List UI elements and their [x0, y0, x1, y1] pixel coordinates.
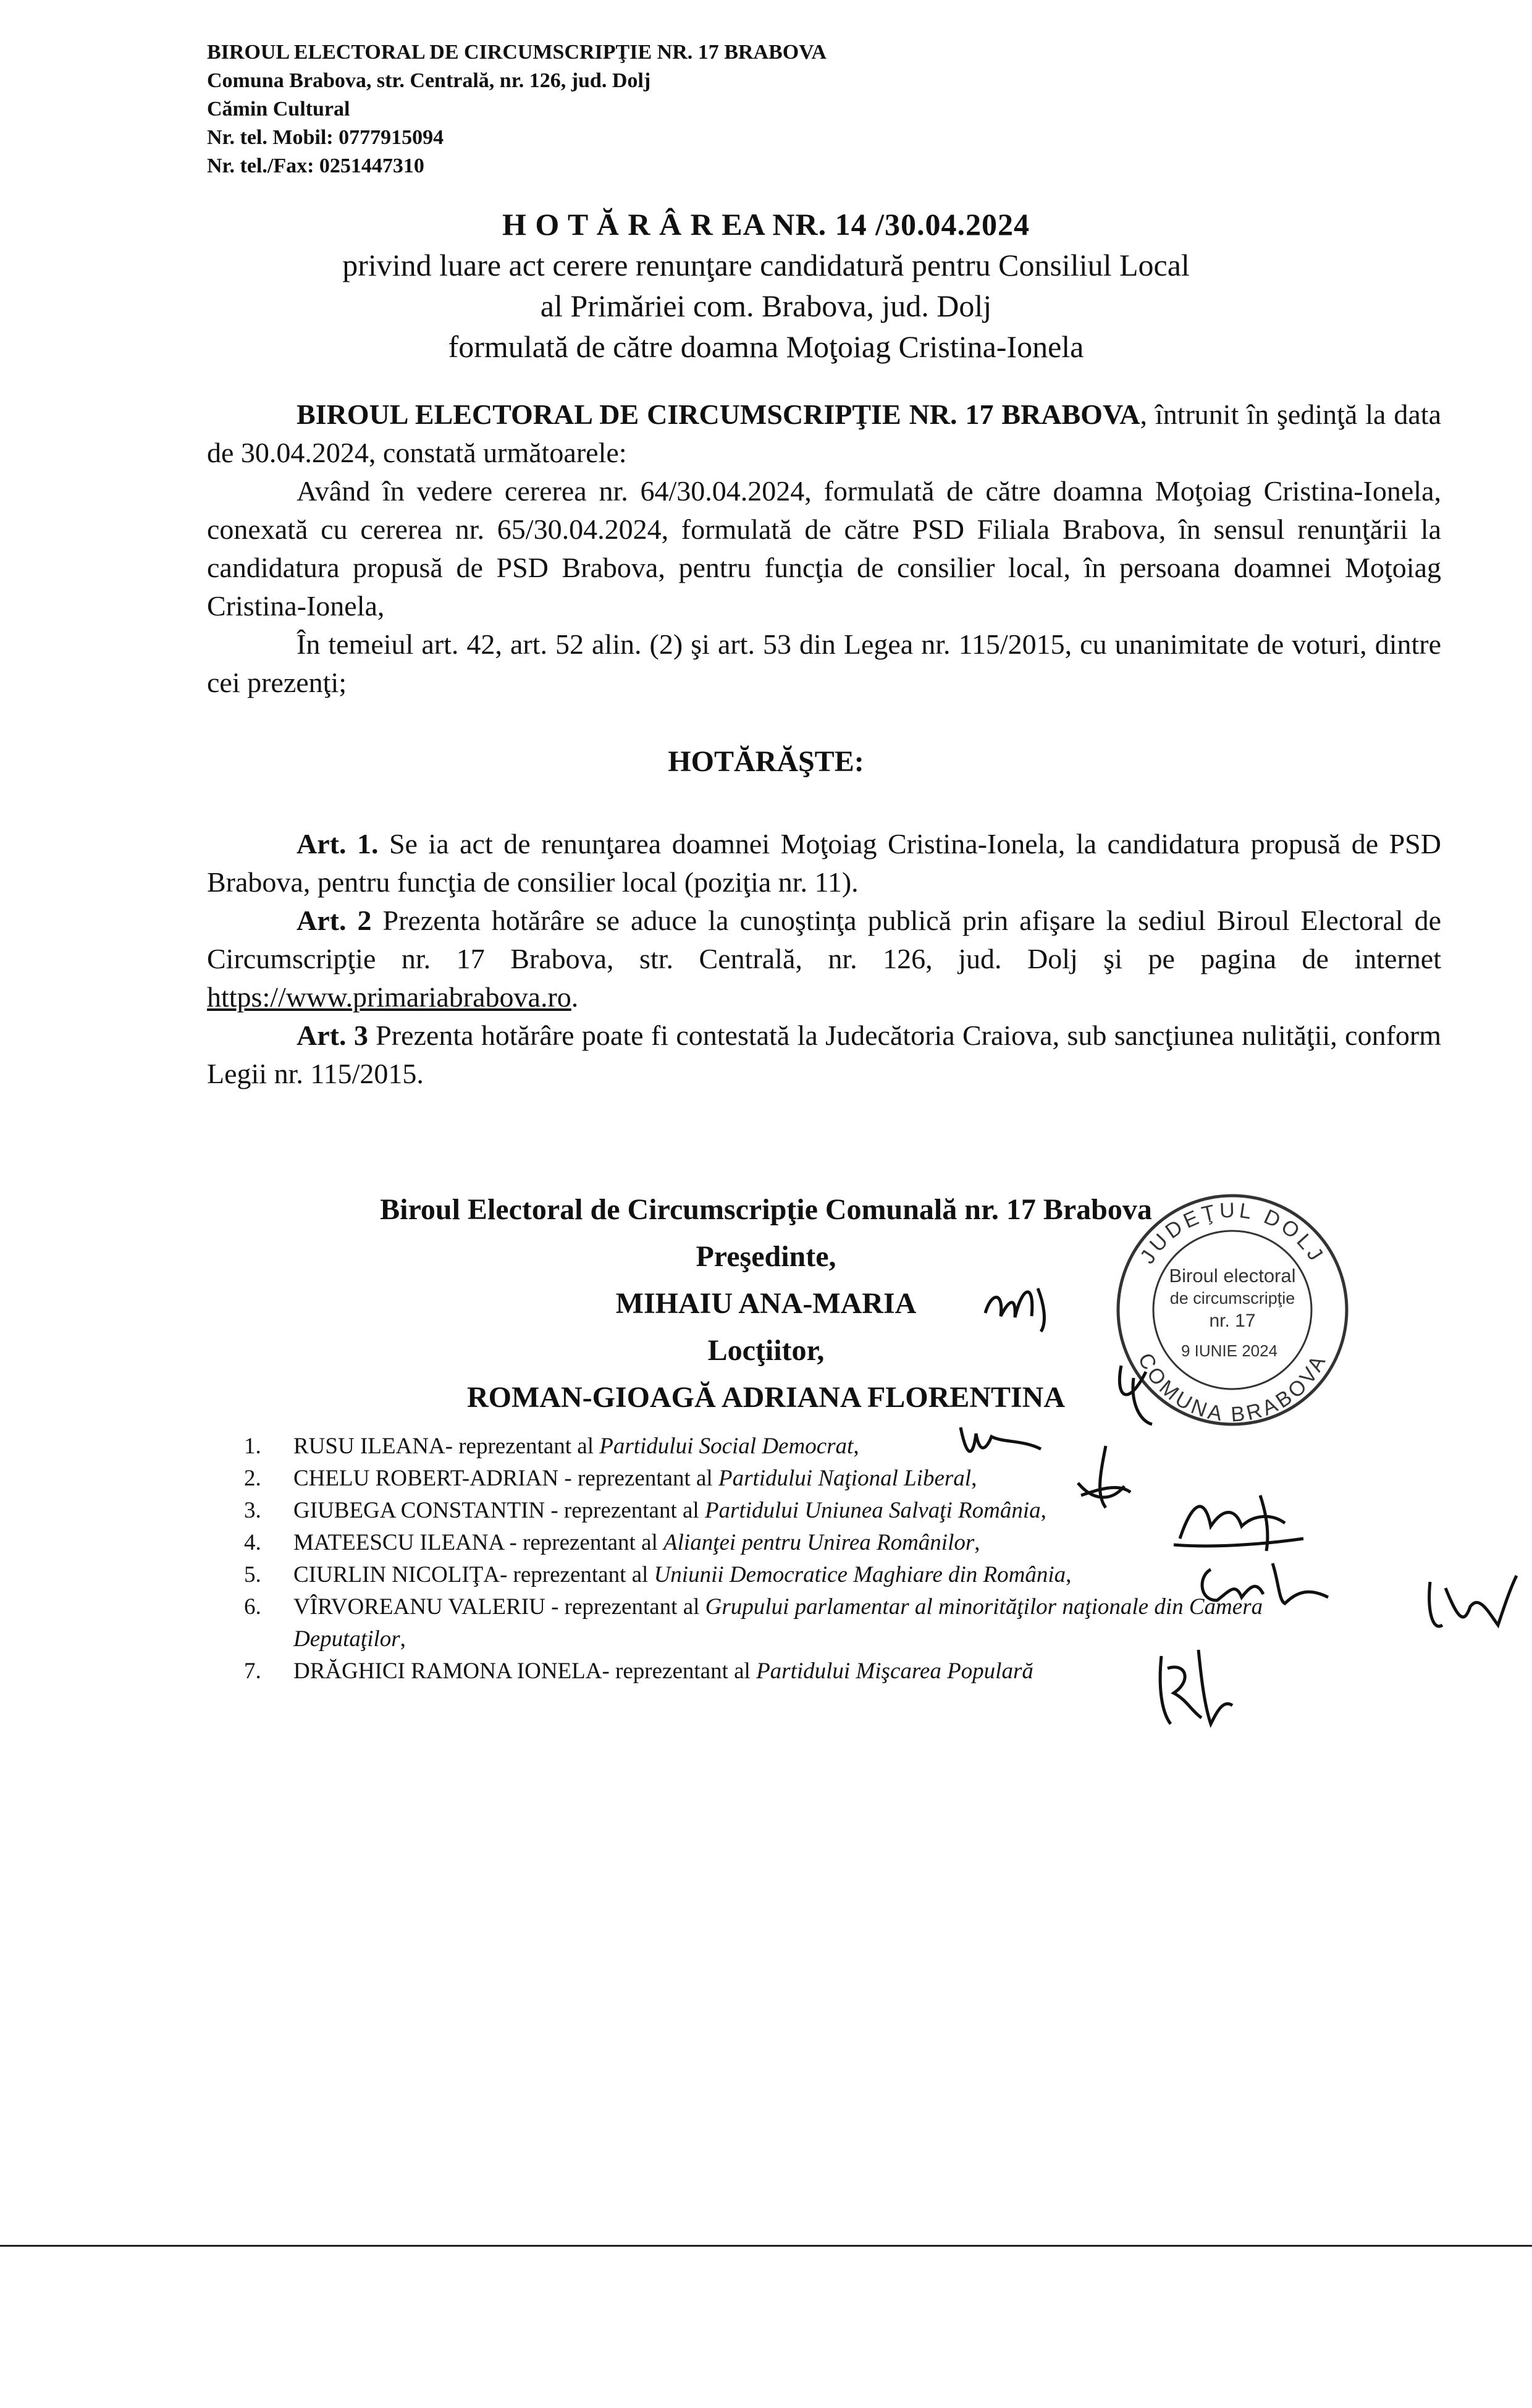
- member-party: Grupului parlamentar al minorităţilor naţionale din Camera Deputaţilor: [293, 1594, 1263, 1652]
- preamble: [207, 395, 1441, 702]
- member-end: ,: [1066, 1562, 1072, 1587]
- website-link[interactable]: https://www.primariabrabova.ro: [207, 981, 571, 1013]
- article-2: [207, 902, 1441, 1016]
- member-party: Partidului Mişcarea Populară: [756, 1658, 1033, 1684]
- office-name: Biroul Electoral de Circumscripţie Comunală nr. 17 Brabova: [380, 1193, 1152, 1226]
- list-item: [244, 1463, 1449, 1495]
- articles: [207, 825, 1441, 1093]
- article-label: Art. 3: [297, 1020, 368, 1051]
- member-number: 6.: [244, 1594, 261, 1620]
- legal-basis-paragraph: În temeiul art. 42, art. 52 alin. (2) şi art. 53 din Legea nr. 115/2015, cu unanimitate de voturi, dintre cei prezenţi;: [207, 628, 1441, 698]
- article-text-end: .: [571, 981, 579, 1013]
- member-end: ,: [974, 1530, 980, 1555]
- member-sep: - reprezentant al: [602, 1658, 757, 1684]
- deputy-name: ROMAN-GIOAGĂ ADRIANA FLORENTINA: [466, 1381, 1066, 1414]
- letterhead-line-address: Comuna Brabova, str. Centrală, nr. 126, jud. Dolj: [207, 69, 651, 92]
- member-sep: - reprezentant al: [503, 1530, 664, 1555]
- member-name: DRĂGHICI RAMONA IONELA: [293, 1658, 602, 1684]
- stamp-ring-bottom: COMUNA BRABOVA: [1133, 1349, 1332, 1427]
- member-party: Alianţei pentru Unirea Românilor: [663, 1530, 975, 1555]
- list-item: [244, 1559, 1449, 1591]
- article-label: Art. 2: [297, 905, 372, 936]
- member-name: MATEESCU ILEANA: [293, 1530, 504, 1555]
- list-item: [244, 1591, 1449, 1655]
- member-sep: - reprezentant al: [545, 1498, 705, 1523]
- article-3: [207, 1016, 1441, 1093]
- list-item: [244, 1495, 1449, 1527]
- member-number: 2.: [244, 1466, 261, 1491]
- letterhead-line-mobile: Nr. tel. Mobil: 0777915094: [207, 126, 444, 149]
- list-item: [244, 1430, 1449, 1463]
- member-number: 1.: [244, 1434, 261, 1459]
- letterhead-line-fax: Nr. tel./Fax: 0251447310: [207, 154, 424, 177]
- decision-heading: HOTĂRĂŞTE:: [668, 745, 864, 778]
- member-end: ,: [971, 1466, 977, 1491]
- svg-text:JUDEŢUL DOLJ: [1135, 1199, 1329, 1268]
- article-text: Se ia act de renunţarea doamnei Moţoiag Cristina-Ionela, la candidatura propusă de PSD Brabova, pentru funcţia de consilier local (poziţia nr. 11).: [207, 828, 1441, 898]
- stamp-line-3: nr. 17: [1209, 1311, 1256, 1331]
- article-label: Art. 1.: [297, 828, 379, 860]
- stamp-ring-top: JUDEŢUL DOLJ: [1135, 1198, 1329, 1268]
- commission-members-list: [244, 1430, 1449, 1688]
- member-party: Partidului Uniunea Salvaţi România: [704, 1498, 1041, 1523]
- member-party: Partidului Social Democrat: [599, 1434, 854, 1459]
- member-sep: - reprezentant al: [445, 1434, 600, 1459]
- intro-rest: , întrunit în şedinţă la data de 30.04.2024, constată următoarele:: [207, 399, 1442, 468]
- member-name: CHELU ROBERT-ADRIAN: [293, 1466, 559, 1491]
- stamp-line-2: de circumscripţie: [1169, 1289, 1295, 1308]
- member-sep: - reprezentant al: [558, 1466, 718, 1491]
- president-title: Preşedinte,: [696, 1240, 836, 1273]
- consideration-paragraph: Având în vedere cererea nr. 64/30.04.2024, formulată de către doamna Moţoiag Cristina-Ionela, conexată cu cererea nr. 65/30.04.2024, formulată de către PSD Filiala Brabova, în sensul renunţării la candidatura propusă de PSD Brabova, pentru funcţia de consilier local, în persoana doamnei Moţoiag Cristina-Ionela,: [207, 475, 1441, 622]
- president-signature-icon: [979, 1279, 1059, 1335]
- intro-paragraph: [207, 395, 1441, 472]
- deputy-title: Locţiitor,: [707, 1334, 825, 1367]
- member-number: 7.: [244, 1658, 261, 1684]
- stamp-line-1: Biroul electoral: [1169, 1265, 1296, 1286]
- stamp-date: 9 IUNIE 2024: [1181, 1341, 1278, 1360]
- member-number: 5.: [244, 1562, 261, 1587]
- member-party: Uniunii Democratice Maghiare din România: [654, 1562, 1066, 1587]
- president-name: MIHAIU ANA-MARIA: [615, 1287, 917, 1320]
- member-name: VÎRVOREANU VALERIU: [293, 1594, 545, 1620]
- member-name: GIUBEGA CONSTANTIN: [293, 1498, 545, 1523]
- member-end: ,: [853, 1434, 859, 1459]
- article-text: Prezenta hotărâre se aduce la cunoştinţa publică prin afişare la sediul Biroul Electoral de Circumscripţie nr. 17 Brabova, str. Centrală, nr. 126, jud. Dolj şi pe pagina de internet: [207, 905, 1441, 974]
- deputy-signature-icon: [1109, 1359, 1164, 1427]
- member-sep: - reprezentant al: [499, 1562, 654, 1587]
- letterhead-line-office: BIROUL ELECTORAL DE CIRCUMSCRIPŢIE NR. 17 BRABOVA: [207, 41, 827, 64]
- member-name: RUSU ILEANA: [293, 1434, 445, 1459]
- list-item: [244, 1527, 1449, 1559]
- member-number: 3.: [244, 1498, 261, 1523]
- title-subject-line-1: privind luare act cerere renunţare candidatură pentru Consiliul Local: [342, 248, 1190, 282]
- member-end: ,: [400, 1626, 406, 1652]
- member-sep: - reprezentant al: [545, 1594, 705, 1620]
- decision-number: H O T Ă R Â R EA NR. 14 /30.04.2024: [502, 207, 1030, 242]
- member-party: Partidului Naţional Liberal: [718, 1466, 972, 1491]
- list-item: [244, 1655, 1449, 1688]
- page-divider: [0, 2245, 1532, 2247]
- member-name: CIURLIN NICOLIŢA: [293, 1562, 500, 1587]
- intro-bold: BIROUL ELECTORAL DE CIRCUMSCRIPŢIE NR. 17 BRABOVA: [297, 399, 1140, 430]
- title-subject-line-3: formulată de către doamna Moţoiag Cristina-Ionela: [448, 329, 1084, 364]
- member-end: ,: [1040, 1498, 1046, 1523]
- title-subject-line-2: al Primăriei com. Brabova, jud. Dolj: [540, 289, 992, 323]
- letterhead: [207, 38, 827, 180]
- article-text: Prezenta hotărâre poate fi contestată la Judecătoria Craiova, sub sancţiunea nulităţii, conform Legii nr. 115/2015.: [207, 1020, 1441, 1089]
- document-title: [0, 204, 1532, 367]
- article-1: [207, 825, 1441, 902]
- member-number: 4.: [244, 1530, 261, 1555]
- letterhead-line-venue: Cămin Cultural: [207, 98, 350, 120]
